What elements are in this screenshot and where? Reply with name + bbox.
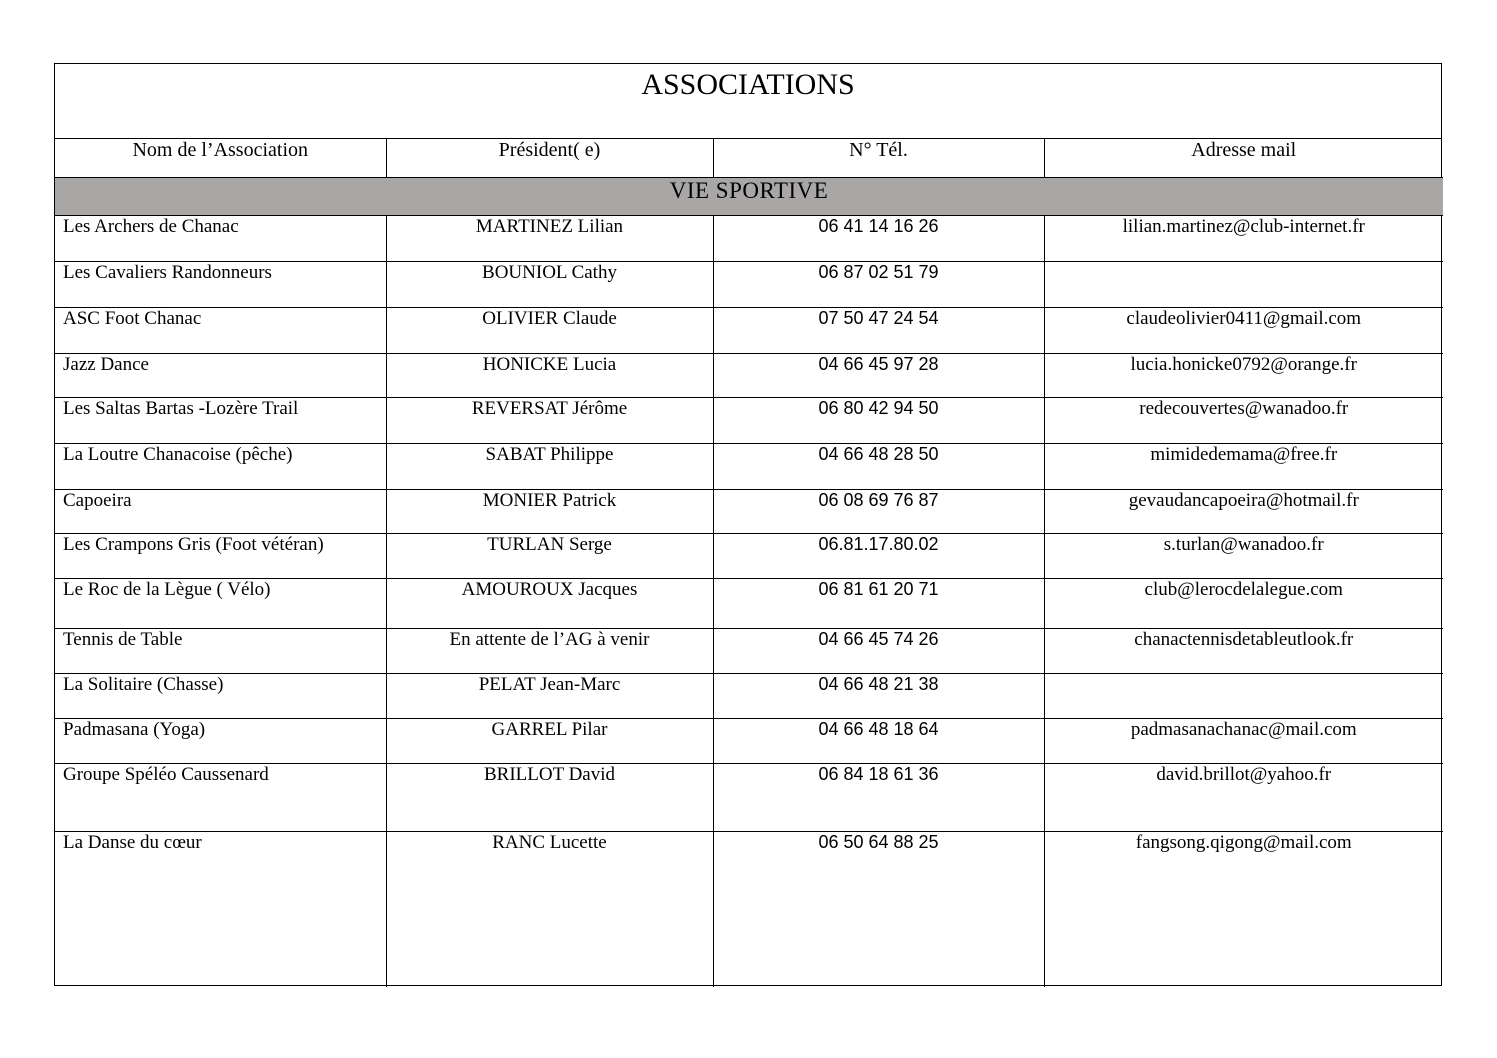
association-name: La Danse du cœur xyxy=(55,831,386,987)
email-address: club@lerocdelalegue.com xyxy=(1044,578,1443,628)
phone-number: 04 66 45 97 28 xyxy=(713,353,1044,397)
email-address: fangsong.qigong@mail.com xyxy=(1044,831,1443,987)
phone-number: 06 80 42 94 50 xyxy=(713,397,1044,443)
president-name: RANC Lucette xyxy=(386,831,713,987)
association-name: Les Cavaliers Randonneurs xyxy=(55,261,386,307)
phone-number: 04 66 48 21 38 xyxy=(713,673,1044,718)
table-row xyxy=(55,533,1443,578)
email-address: s.turlan@wanadoo.fr xyxy=(1044,533,1443,578)
table-row xyxy=(55,215,1443,261)
header-name: Nom de l’Association xyxy=(55,139,386,177)
association-name: Capoeira xyxy=(55,489,386,533)
header-president: Président( e) xyxy=(386,139,713,177)
association-name: Padmasana (Yoga) xyxy=(55,718,386,763)
email-address: lilian.martinez@club-internet.fr xyxy=(1044,215,1443,261)
phone-number: 06 84 18 61 36 xyxy=(713,763,1044,831)
phone-number: 04 66 45 74 26 xyxy=(713,628,1044,673)
association-name: Les Saltas Bartas -Lozère Trail xyxy=(55,397,386,443)
association-name: La Solitaire (Chasse) xyxy=(55,673,386,718)
table-row xyxy=(55,578,1443,628)
association-name: Tennis de Table xyxy=(55,628,386,673)
president-name: En attente de l’AG à venir xyxy=(386,628,713,673)
phone-number: 06 87 02 51 79 xyxy=(713,261,1044,307)
association-name: Les Crampons Gris (Foot vétéran) xyxy=(55,533,386,578)
phone-number: 07 50 47 24 54 xyxy=(713,307,1044,353)
phone-number: 06 41 14 16 26 xyxy=(713,215,1044,261)
table-row xyxy=(55,831,1443,987)
associations-sheet xyxy=(54,63,1442,986)
phone-number: 06 50 64 88 25 xyxy=(713,831,1044,987)
header-email: Adresse mail xyxy=(1044,139,1443,177)
section-title: VIE SPORTIVE xyxy=(55,177,1443,215)
email-address: lucia.honicke0792@orange.fr xyxy=(1044,353,1443,397)
president-name: BRILLOT David xyxy=(386,763,713,831)
association-name: Jazz Dance xyxy=(55,353,386,397)
president-name: PELAT Jean-Marc xyxy=(386,673,713,718)
email-address: gevaudancapoeira@hotmail.fr xyxy=(1044,489,1443,533)
email-address: mimidedemama@free.fr xyxy=(1044,443,1443,489)
email-address: padmasanachanac@mail.com xyxy=(1044,718,1443,763)
association-name: La Loutre Chanacoise (pêche) xyxy=(55,443,386,489)
president-name: MARTINEZ Lilian xyxy=(386,215,713,261)
president-name: AMOUROUX Jacques xyxy=(386,578,713,628)
president-name: BOUNIOL Cathy xyxy=(386,261,713,307)
table-row xyxy=(55,353,1443,397)
email-address: david.brillot@yahoo.fr xyxy=(1044,763,1443,831)
president-name: SABAT Philippe xyxy=(386,443,713,489)
association-name: ASC Foot Chanac xyxy=(55,307,386,353)
email-address xyxy=(1044,261,1443,307)
table-row xyxy=(55,307,1443,353)
table-row xyxy=(55,628,1443,673)
email-address: claudeolivier0411@gmail.com xyxy=(1044,307,1443,353)
table-row xyxy=(55,718,1443,763)
associations-table xyxy=(55,139,1443,987)
page-title: ASSOCIATIONS xyxy=(55,64,1441,139)
email-address: redecouvertes@wanadoo.fr xyxy=(1044,397,1443,443)
phone-number: 06.81.17.80.02 xyxy=(713,533,1044,578)
president-name: OLIVIER Claude xyxy=(386,307,713,353)
table-row xyxy=(55,397,1443,443)
phone-number: 06 81 61 20 71 xyxy=(713,578,1044,628)
table-row xyxy=(55,489,1443,533)
table-row xyxy=(55,673,1443,718)
association-name: Le Roc de la Lègue ( Vélo) xyxy=(55,578,386,628)
president-name: REVERSAT Jérôme xyxy=(386,397,713,443)
president-name: GARREL Pilar xyxy=(386,718,713,763)
phone-number: 06 08 69 76 87 xyxy=(713,489,1044,533)
phone-number: 04 66 48 18 64 xyxy=(713,718,1044,763)
president-name: HONICKE Lucia xyxy=(386,353,713,397)
section-row xyxy=(55,177,1443,215)
email-address xyxy=(1044,673,1443,718)
table-row xyxy=(55,763,1443,831)
table-row xyxy=(55,443,1443,489)
email-address: chanactennisdetableutlook.fr xyxy=(1044,628,1443,673)
association-name: Groupe Spéléo Caussenard xyxy=(55,763,386,831)
phone-number: 04 66 48 28 50 xyxy=(713,443,1044,489)
president-name: MONIER Patrick xyxy=(386,489,713,533)
association-name: Les Archers de Chanac xyxy=(55,215,386,261)
header-row xyxy=(55,139,1443,177)
table-row xyxy=(55,261,1443,307)
header-phone: N° Tél. xyxy=(713,139,1044,177)
president-name: TURLAN Serge xyxy=(386,533,713,578)
